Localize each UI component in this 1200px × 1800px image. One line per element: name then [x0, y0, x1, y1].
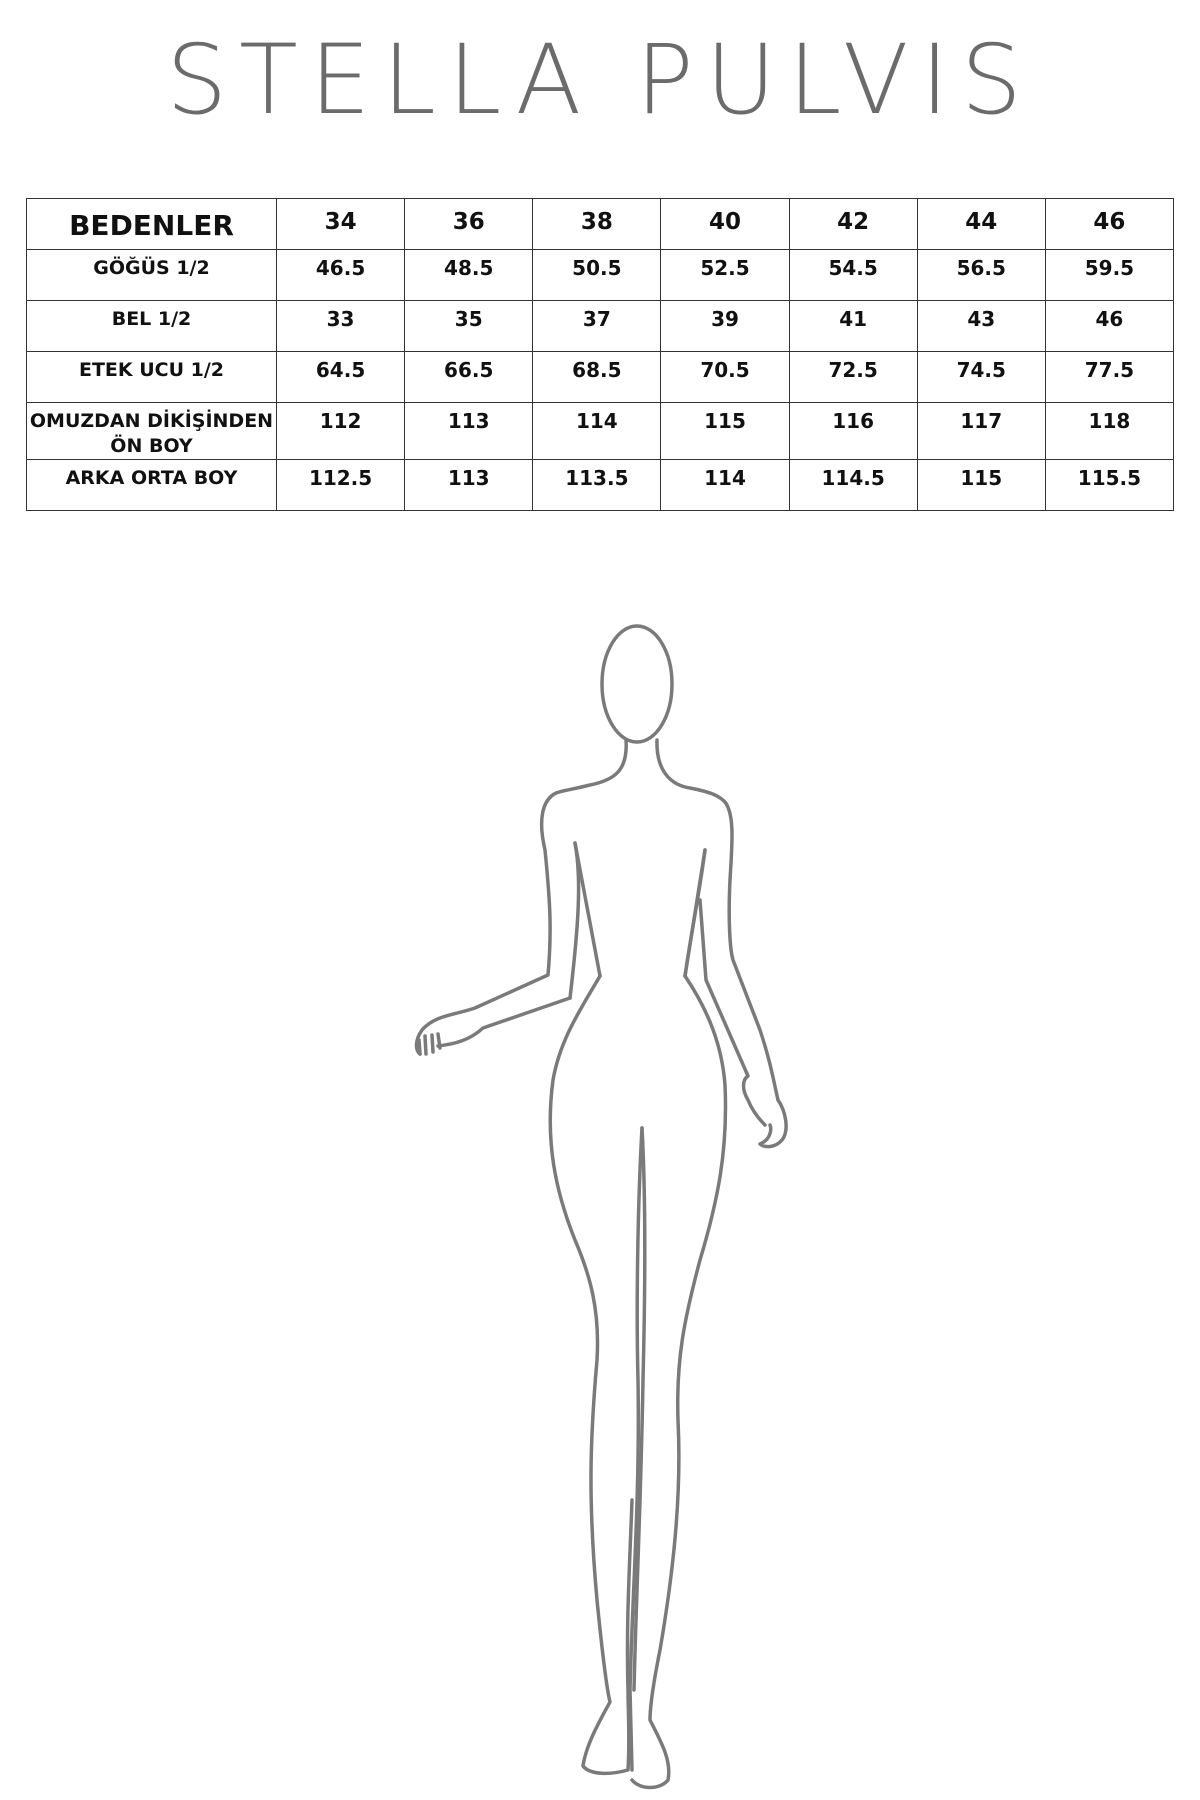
measurement-value: 72.5	[789, 352, 917, 403]
left-leg-outline	[550, 976, 632, 1773]
measurement-value: 41	[789, 301, 917, 352]
measurement-value: 77.5	[1045, 352, 1173, 403]
left-inner-arm	[570, 843, 579, 998]
table-row	[27, 403, 1174, 460]
measurement-value: 114	[661, 460, 789, 511]
measurement-value: 52.5	[661, 250, 789, 301]
measurement-value: 113.5	[533, 460, 661, 511]
table-row	[27, 352, 1174, 403]
table-row	[27, 250, 1174, 301]
measurement-value: 46.5	[277, 250, 405, 301]
measurement-label: BEL 1/2	[27, 301, 277, 352]
left-hand	[419, 998, 570, 1054]
measurement-value: 113	[405, 460, 533, 511]
right-hand	[700, 900, 786, 1147]
measurement-value: 54.5	[789, 250, 917, 301]
measurement-value: 114.5	[789, 460, 917, 511]
size-column-header: 34	[277, 199, 405, 250]
brand-name: STELLA PULVIS	[166, 24, 1034, 136]
measurement-value: 66.5	[405, 352, 533, 403]
measurement-value: 115	[661, 403, 789, 460]
measurement-value: 56.5	[917, 250, 1045, 301]
body-outline-left	[416, 740, 626, 1054]
size-column-header: 44	[917, 199, 1045, 250]
measurement-value: 70.5	[661, 352, 789, 403]
size-column-header: 42	[789, 199, 917, 250]
measurement-value: 35	[405, 301, 533, 352]
measurement-value: 118	[1045, 403, 1173, 460]
measurement-label: GÖĞÜS 1/2	[27, 250, 277, 301]
table-row	[27, 301, 1174, 352]
measurement-value: 39	[661, 301, 789, 352]
size-chart-table	[26, 198, 1174, 511]
measurement-value: 33	[277, 301, 405, 352]
size-header-row	[27, 199, 1174, 250]
measurement-value: 48.5	[405, 250, 533, 301]
measurement-value: 115	[917, 460, 1045, 511]
size-header-label: BEDENLER	[27, 199, 277, 250]
measurement-value: 68.5	[533, 352, 661, 403]
measurement-value: 112.5	[277, 460, 405, 511]
fashion-croquis-figure	[0, 600, 1200, 1800]
measurement-value: 113	[405, 403, 533, 460]
measurement-value: 116	[789, 403, 917, 460]
measurement-value: 117	[917, 403, 1045, 460]
brand-logo	[0, 20, 1200, 140]
measurement-label: OMUZDAN DİKİŞİNDEN ÖN BOY	[27, 403, 277, 460]
measurement-value: 74.5	[917, 352, 1045, 403]
measurement-value: 112	[277, 403, 405, 460]
table-row	[27, 460, 1174, 511]
size-column-header: 36	[405, 199, 533, 250]
measurement-label: ARKA ORTA BOY	[27, 460, 277, 511]
right-leg-outline	[632, 976, 726, 1788]
measurement-value: 59.5	[1045, 250, 1173, 301]
size-column-header: 38	[533, 199, 661, 250]
size-column-header: 46	[1045, 199, 1173, 250]
measurement-label: ETEK UCU 1/2	[27, 352, 277, 403]
head-outline	[602, 626, 672, 742]
measurement-value: 50.5	[533, 250, 661, 301]
measurement-value: 115.5	[1045, 460, 1173, 511]
measurement-value: 43	[917, 301, 1045, 352]
measurement-value: 114	[533, 403, 661, 460]
size-column-header: 40	[661, 199, 789, 250]
measurement-value: 37	[533, 301, 661, 352]
measurement-value: 64.5	[277, 352, 405, 403]
measurement-value: 46	[1045, 301, 1173, 352]
